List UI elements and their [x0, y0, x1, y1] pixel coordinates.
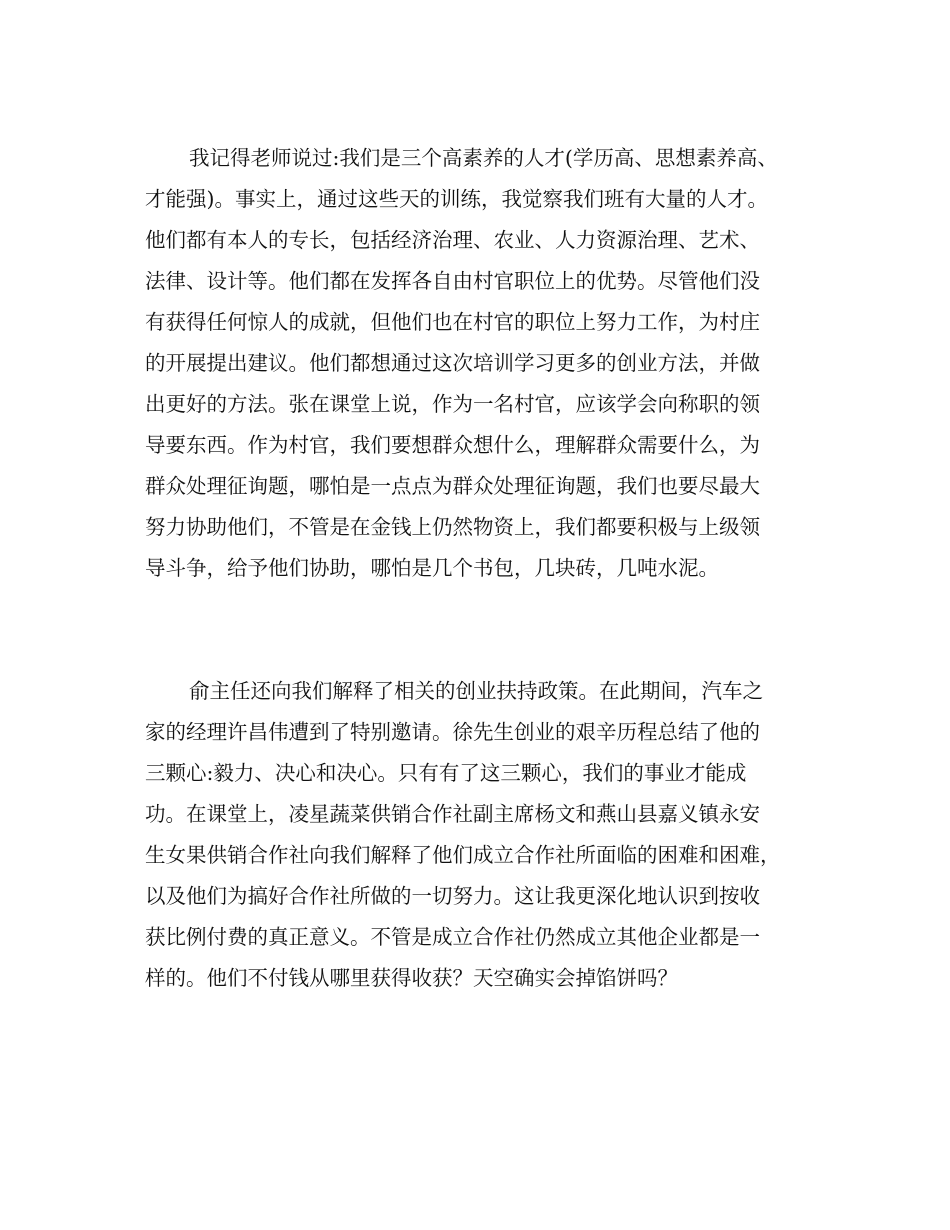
paragraph-line: 有获得任何惊人的成就，但他们也在村官的职位上努力工作，为村庄 — [145, 310, 760, 334]
paragraph-line: 家的经理许昌伟遭到了特别邀请。徐先生创业的艰辛历程总结了他的 — [145, 720, 760, 744]
paragraph-line: 出更好的方法。张在课堂上说，作为一名村官，应该学会向称职的领 — [145, 392, 760, 416]
paragraph-spacer — [145, 589, 845, 671]
paragraph-line: 功。在课堂上，凌星蔬菜供销合作社副主席杨文和燕山县嘉义镇永安 — [145, 802, 760, 826]
paragraph-line: 我记得老师说过:我们是三个高素养的人才(学历高、思想素养高、 — [189, 146, 778, 170]
paragraph-line: 三颗心:毅力、决心和决心。只有有了这三颗心，我们的事业才能成 — [145, 761, 747, 785]
document-body — [145, 138, 845, 999]
paragraph-line: 生女果供销合作社向我们解释了他们成立合作社所面临的困难和困难， — [145, 843, 781, 867]
paragraph-line: 导斗争，给予他们协助，哪怕是几个书包，几块砖，几吨水泥。 — [145, 556, 719, 580]
paragraph-2 — [145, 671, 845, 999]
paragraph-line: 俞主任还向我们解释了相关的创业扶持政策。在此期间，汽车之 — [189, 679, 763, 703]
paragraph-line: 努力协助他们，不管是在金钱上仍然物资上，我们都要积极与上级领 — [145, 515, 760, 539]
paragraph-line: 样的。他们不付钱从哪里获得收获？天空确实会掉馅饼吗？ — [145, 966, 678, 990]
paragraph-line: 以及他们为搞好合作社所做的一切努力。这让我更深化地认识到按收 — [145, 884, 760, 908]
paragraph-line: 导要东西。作为村官，我们要想群众想什么，理解群众需要什么，为 — [145, 433, 760, 457]
paragraph-line: 他们都有本人的专长，包括经济治理、农业、人力资源治理、艺术、 — [145, 228, 760, 252]
paragraph-line: 的开展提出建议。他们都想通过这次培训学习更多的创业方法，并做 — [145, 351, 760, 375]
paragraph-line: 法律、设计等。他们都在发挥各自由村官职位上的优势。尽管他们没 — [145, 269, 760, 293]
paragraph-1 — [145, 138, 845, 589]
paragraph-line: 获比例付费的真正意义。不管是成立合作社仍然成立其他企业都是一 — [145, 925, 760, 949]
paragraph-line: 才能强)。事实上，通过这些天的训练，我觉察我们班有大量的人才。 — [145, 187, 768, 211]
paragraph-line: 群众处理征询题，哪怕是一点点为群众处理征询题，我们也要尽最大 — [145, 474, 760, 498]
